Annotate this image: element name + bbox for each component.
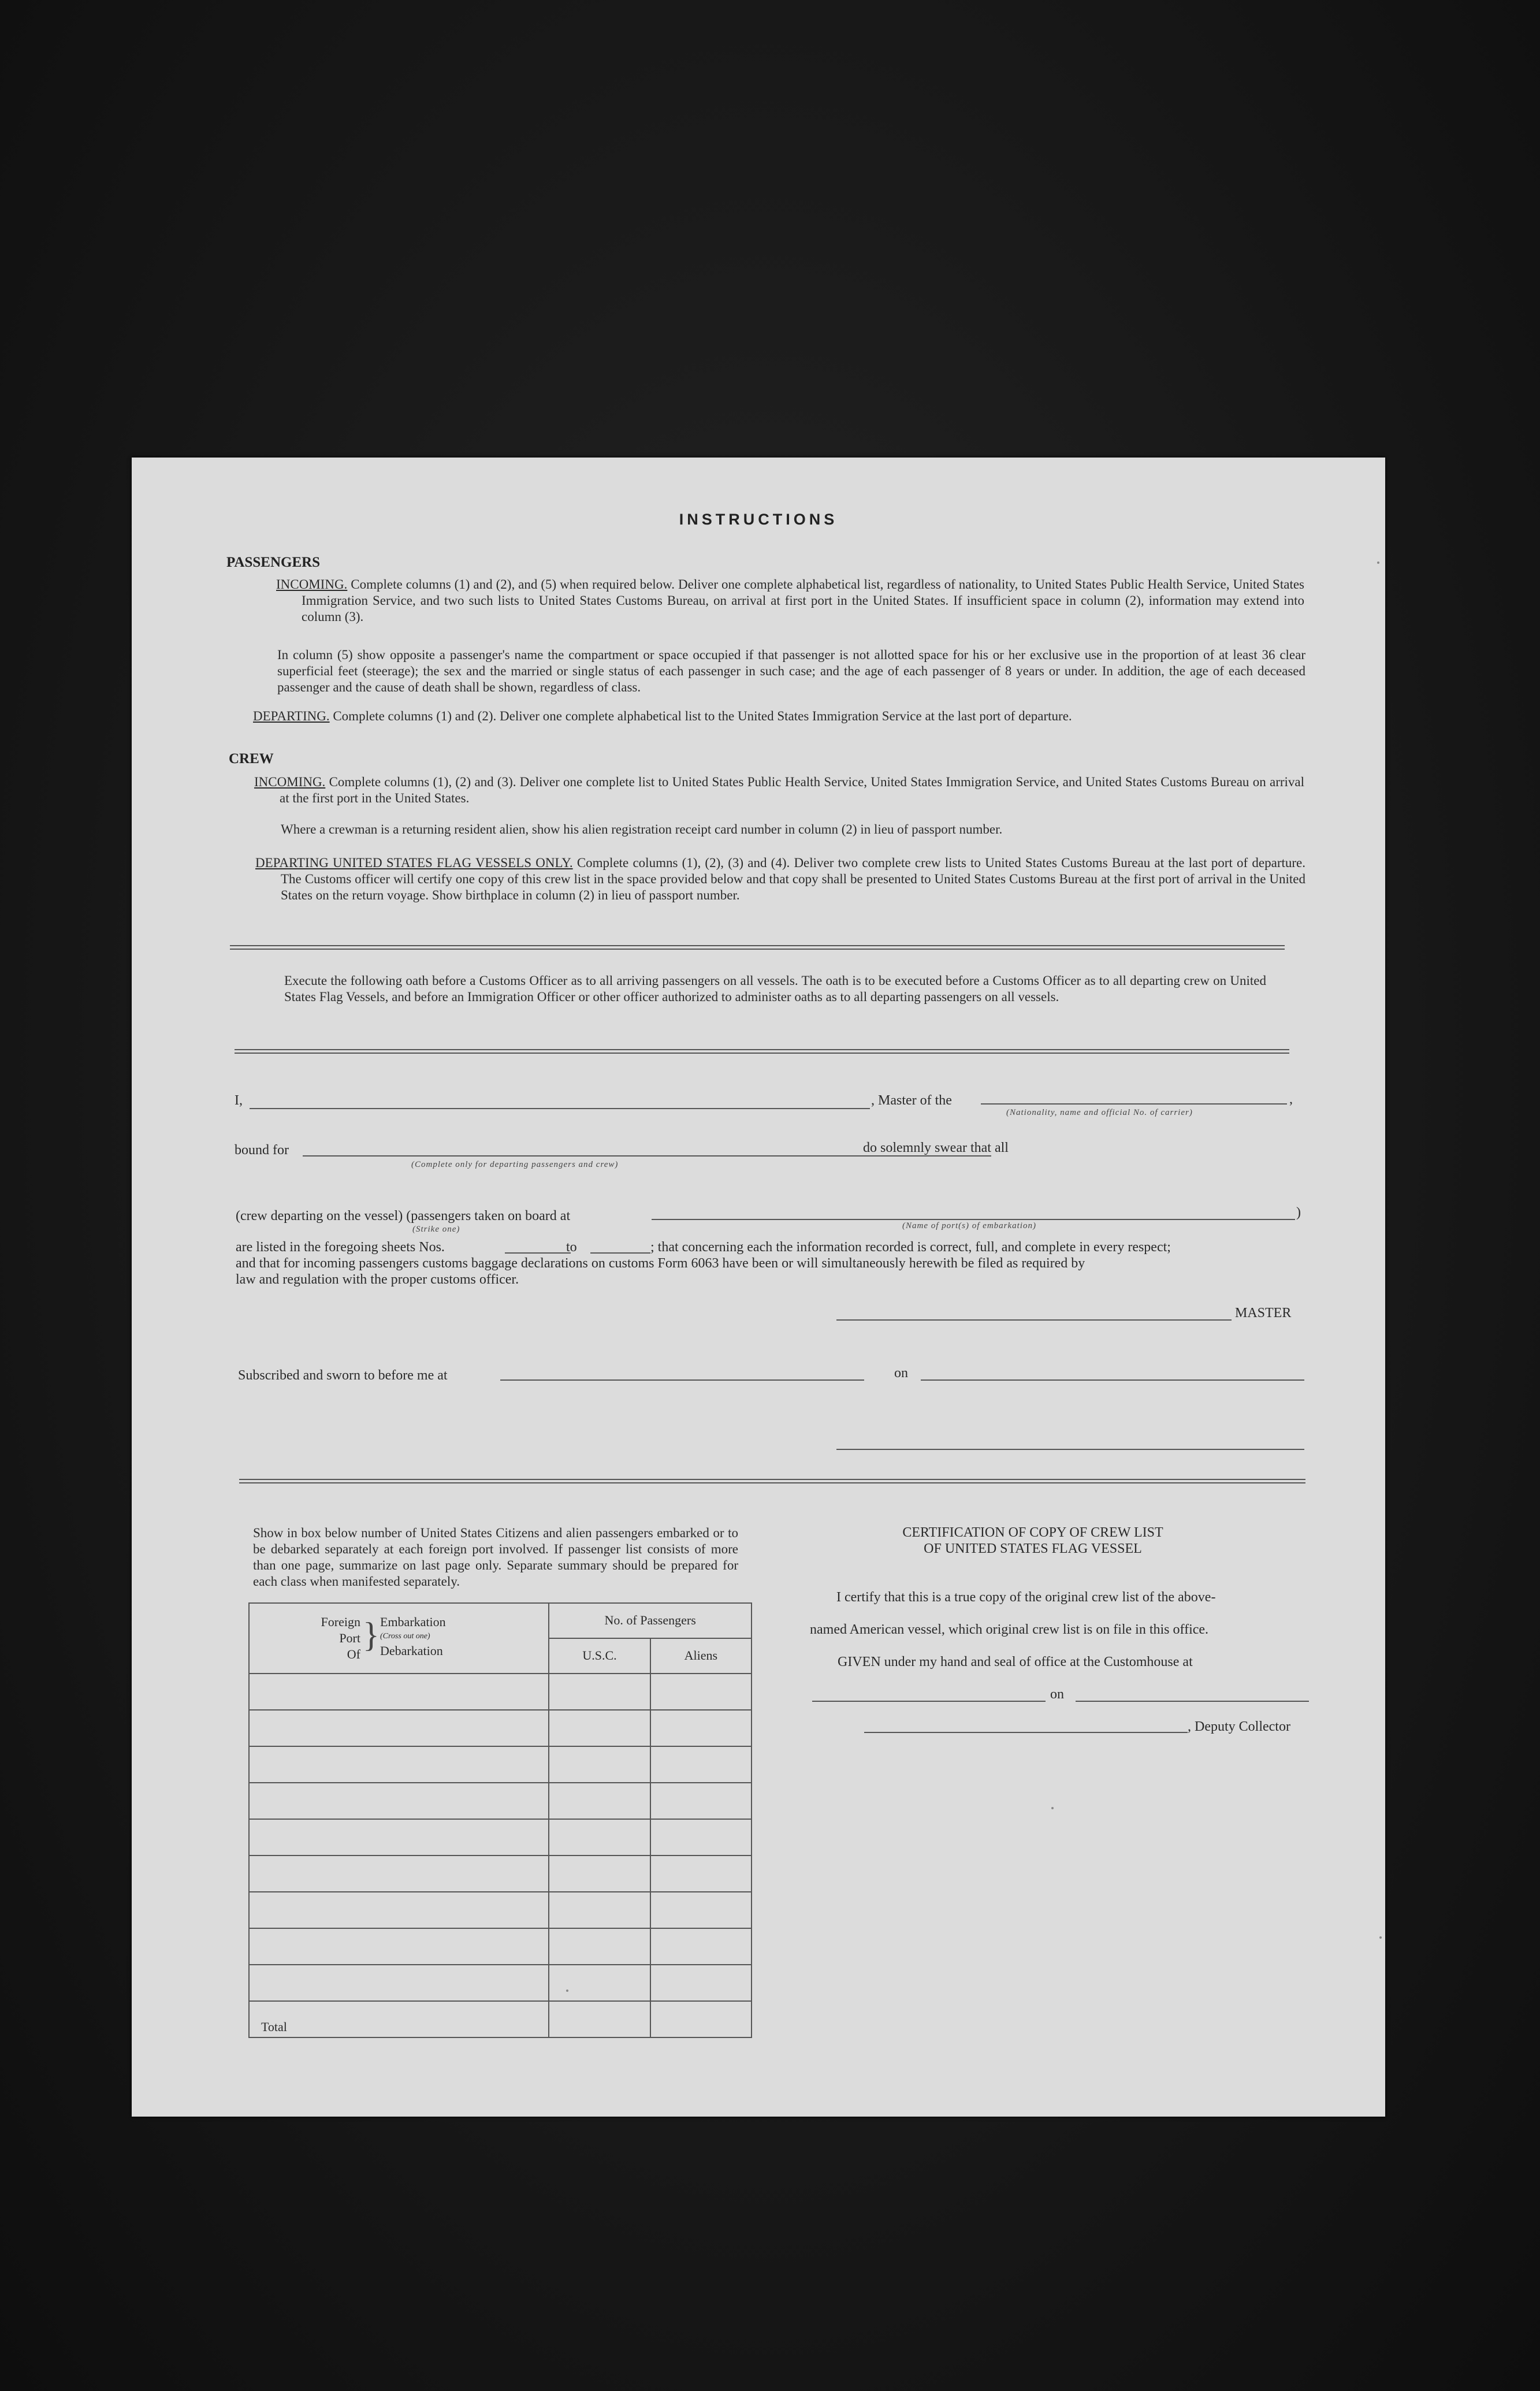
master-label: MASTER bbox=[1235, 1306, 1292, 1321]
port-cell[interactable] bbox=[249, 1855, 549, 1892]
customhouse-field[interactable] bbox=[812, 1701, 1046, 1702]
passengers-incoming-text: Complete columns (1) and (2), and (5) when required below. Deliver one complete alphabetical list, regardless of nationality, to United States Public Health Service, United States Immigration Service, and two such lists to United States Customs Bureau, on arrival at first port in the United States. If insufficient space in column (2), information may extend into column (3). bbox=[302, 577, 1304, 624]
passengers-departing-lead: DEPARTING. bbox=[253, 709, 330, 723]
aliens-cell[interactable] bbox=[650, 1710, 752, 1746]
usc-cell[interactable] bbox=[549, 1710, 650, 1746]
carrier-comma: , bbox=[1289, 1092, 1293, 1107]
bound-for-label: bound for bbox=[235, 1143, 289, 1158]
passengers-departing-paragraph bbox=[253, 708, 1305, 724]
crew-incoming-text: Complete columns (1), (2) and (3). Deliver one complete list to United States Public Health Service, United States Immigration Service, and United States Customs Bureau on arrival at the first port in the United States. bbox=[280, 775, 1304, 805]
crew-departing-paragraph bbox=[255, 855, 1305, 903]
usc-cell[interactable] bbox=[549, 1928, 650, 1965]
passengers-column5-paragraph: In column (5) show opposite a passenger's name the compartment or space occupied if that passenger is not allotted space for his or her exclusive use in the proportion of at least 36 clear superficial feet (steerage); the sex and the married or single status of each passenger in such case; and the age of each passenger of 8 years or under. In addition, the age of each deceased passenger and the cause of death shall be shown, regardless of class. bbox=[277, 648, 1305, 694]
brace-icon: } bbox=[363, 1616, 380, 1654]
divider-3 bbox=[239, 1479, 1305, 1483]
summary-instruction: Show in box below number of United States Citizens and alien passengers embarked or to be debarked separately at each foreign port involved. If passenger list consists of more than one page, summarize on last page only. Separate summary should be prepared for each class when manifested separately. bbox=[253, 1526, 738, 1589]
usc-cell[interactable] bbox=[549, 1783, 650, 1819]
embarkation-ports-field[interactable] bbox=[652, 1219, 1295, 1220]
scan-speck bbox=[1377, 562, 1379, 564]
passengers-incoming-lead: INCOMING. bbox=[276, 577, 348, 592]
divider-1 bbox=[230, 945, 1285, 950]
port-cell[interactable] bbox=[249, 1783, 549, 1819]
scan-speck bbox=[1051, 1807, 1054, 1809]
no-passengers-header: No. of Passengers bbox=[549, 1603, 752, 1638]
deputy-collector-label: , Deputy Collector bbox=[1188, 1719, 1290, 1734]
oath-line-2: and that for incoming passengers customs baggage declarations on customs Form 6063 have been or will simultaneously herewith be filed as required by bbox=[236, 1256, 1085, 1271]
passengers-incoming-paragraph bbox=[276, 577, 1304, 625]
page-title: INSTRUCTIONS bbox=[679, 511, 838, 528]
given-date-field[interactable] bbox=[1076, 1701, 1309, 1702]
given-on-label: on bbox=[1050, 1687, 1064, 1702]
aliens-cell[interactable] bbox=[650, 1783, 752, 1819]
port-label: Port bbox=[339, 1631, 360, 1645]
total-label-cell: Total bbox=[249, 2001, 549, 2037]
master-of-label: , Master of the bbox=[871, 1093, 952, 1108]
crew-departing-label: (crew departing on the vessel) (passengers taken on board at bbox=[236, 1208, 571, 1224]
passengers-heading: PASSENGERS bbox=[226, 555, 321, 570]
aliens-header: Aliens bbox=[650, 1638, 752, 1674]
port-cell[interactable] bbox=[249, 1746, 549, 1783]
document-page bbox=[132, 458, 1385, 2117]
listed-pre: are listed in the foregoing sheets Nos. bbox=[236, 1240, 445, 1255]
usc-cell[interactable] bbox=[549, 1965, 650, 2001]
oath-instruction: Execute the following oath before a Customs Officer as to all arriving passengers on all vessels. The oath is to be executed before a Customs Officer as to all departing crew on United States Flag Vessels, and before an Immigration Officer or other officer authorized to administer oaths as to all departing passengers on all vessels. bbox=[284, 973, 1266, 1004]
usc-header: U.S.C. bbox=[549, 1638, 650, 1674]
aliens-cell[interactable] bbox=[650, 1965, 752, 2001]
total-usc-cell[interactable] bbox=[549, 2001, 650, 2037]
master-signature-field[interactable] bbox=[836, 1319, 1232, 1321]
total-aliens-cell[interactable] bbox=[650, 2001, 752, 2037]
oath-line-3: law and regulation with the proper customs officer. bbox=[236, 1272, 519, 1287]
of-label: Of bbox=[347, 1647, 360, 1661]
subscribed-at-field[interactable] bbox=[500, 1379, 864, 1381]
sheet-from-field[interactable] bbox=[505, 1252, 571, 1254]
port-cell[interactable] bbox=[249, 1965, 549, 2001]
certify-line-1: I certify that this is a true copy of the original crew list of the above- bbox=[836, 1590, 1216, 1605]
embarkation-options bbox=[380, 1614, 446, 1659]
cross-out-note: (Cross out one) bbox=[380, 1632, 430, 1641]
subscribed-on-label: on bbox=[894, 1366, 908, 1381]
divider-2 bbox=[235, 1049, 1289, 1054]
debarkation-label: Debarkation bbox=[380, 1643, 443, 1658]
crew-resident-paragraph: Where a crewman is a returning resident alien, show his alien registration receipt card number in column (2) in lieu of passport number. bbox=[281, 822, 1003, 836]
bound-for-note: (Complete only for departing passengers and crew) bbox=[411, 1160, 619, 1169]
aliens-cell[interactable] bbox=[650, 1928, 752, 1965]
sheet-to-label: to bbox=[566, 1240, 577, 1255]
crew-heading: CREW bbox=[229, 751, 274, 767]
subscribed-date-field[interactable] bbox=[921, 1379, 1304, 1381]
nationality-note: (Nationality, name and official No. of carrier) bbox=[1006, 1108, 1193, 1117]
usc-cell[interactable] bbox=[549, 1819, 650, 1855]
given-line: GIVEN under my hand and seal of office at the Customhouse at bbox=[838, 1654, 1193, 1669]
aliens-cell[interactable] bbox=[650, 1746, 752, 1783]
officer-signature-field[interactable] bbox=[836, 1449, 1304, 1450]
listed-post: ; that concerning each the information recorded is correct, full, and complete in every respect; bbox=[650, 1240, 1171, 1255]
subscribed-label: Subscribed and sworn to before me at bbox=[238, 1368, 448, 1383]
usc-cell[interactable] bbox=[549, 1892, 650, 1928]
crew-departing-text: Complete columns (1), (2), (3) and (4). Deliver two complete crew lists to United States Customs Bureau at the last port of departure. The Customs officer will certify one copy of this crew list in the space provided below and that copy shall be presented to United States Customs Bureau at the first port of arrival in the United States on the return voyage. Show birthplace in column (2) in lieu of passport number. bbox=[281, 856, 1306, 902]
usc-cell[interactable] bbox=[549, 1855, 650, 1892]
passenger-summary-table bbox=[248, 1602, 752, 2038]
certification-title-2: OF UNITED STATES FLAG VESSEL bbox=[924, 1541, 1142, 1556]
port-header-cell bbox=[249, 1603, 549, 1674]
port-cell[interactable] bbox=[249, 1819, 549, 1855]
ports-close-paren: ) bbox=[1296, 1205, 1301, 1220]
scan-speck bbox=[1379, 1936, 1382, 1939]
crew-incoming-paragraph bbox=[254, 774, 1304, 806]
foreign-port-of-label bbox=[312, 1614, 360, 1663]
strike-one-note: (Strike one) bbox=[412, 1225, 460, 1234]
port-cell[interactable] bbox=[249, 1892, 549, 1928]
aliens-cell[interactable] bbox=[650, 1819, 752, 1855]
aliens-cell[interactable] bbox=[650, 1892, 752, 1928]
certify-line-2: named American vessel, which original crew list is on file in this office. bbox=[810, 1622, 1209, 1637]
scan-speck bbox=[566, 1990, 568, 1992]
master-name-field[interactable] bbox=[250, 1108, 870, 1109]
carrier-field[interactable] bbox=[981, 1103, 1287, 1105]
certification-title-1: CERTIFICATION OF COPY OF CREW LIST bbox=[902, 1525, 1163, 1540]
sheet-to-field[interactable] bbox=[590, 1252, 650, 1254]
aliens-cell[interactable] bbox=[650, 1674, 752, 1710]
oath-i-label: I, bbox=[235, 1093, 243, 1108]
usc-cell[interactable] bbox=[549, 1674, 650, 1710]
swear-label: do solemnly swear that all bbox=[863, 1140, 1009, 1155]
port-cell[interactable] bbox=[249, 1674, 549, 1710]
port-cell[interactable] bbox=[249, 1928, 549, 1965]
aliens-cell[interactable] bbox=[650, 1855, 752, 1892]
ports-note: (Name of port(s) of embarkation) bbox=[902, 1221, 1036, 1230]
crew-departing-lead: DEPARTING UNITED STATES FLAG VESSELS ONLY. bbox=[255, 856, 573, 870]
embarkation-label: Embarkation bbox=[380, 1615, 446, 1629]
port-cell[interactable] bbox=[249, 1710, 549, 1746]
foreign-label: Foreign bbox=[321, 1615, 360, 1629]
passengers-departing-text: Complete columns (1) and (2). Deliver one complete alphabetical list to the United States Immigration Service at the last port of departure. bbox=[333, 709, 1072, 723]
usc-cell[interactable] bbox=[549, 1746, 650, 1783]
deputy-collector-field[interactable] bbox=[864, 1732, 1188, 1733]
crew-incoming-lead: INCOMING. bbox=[254, 775, 326, 789]
